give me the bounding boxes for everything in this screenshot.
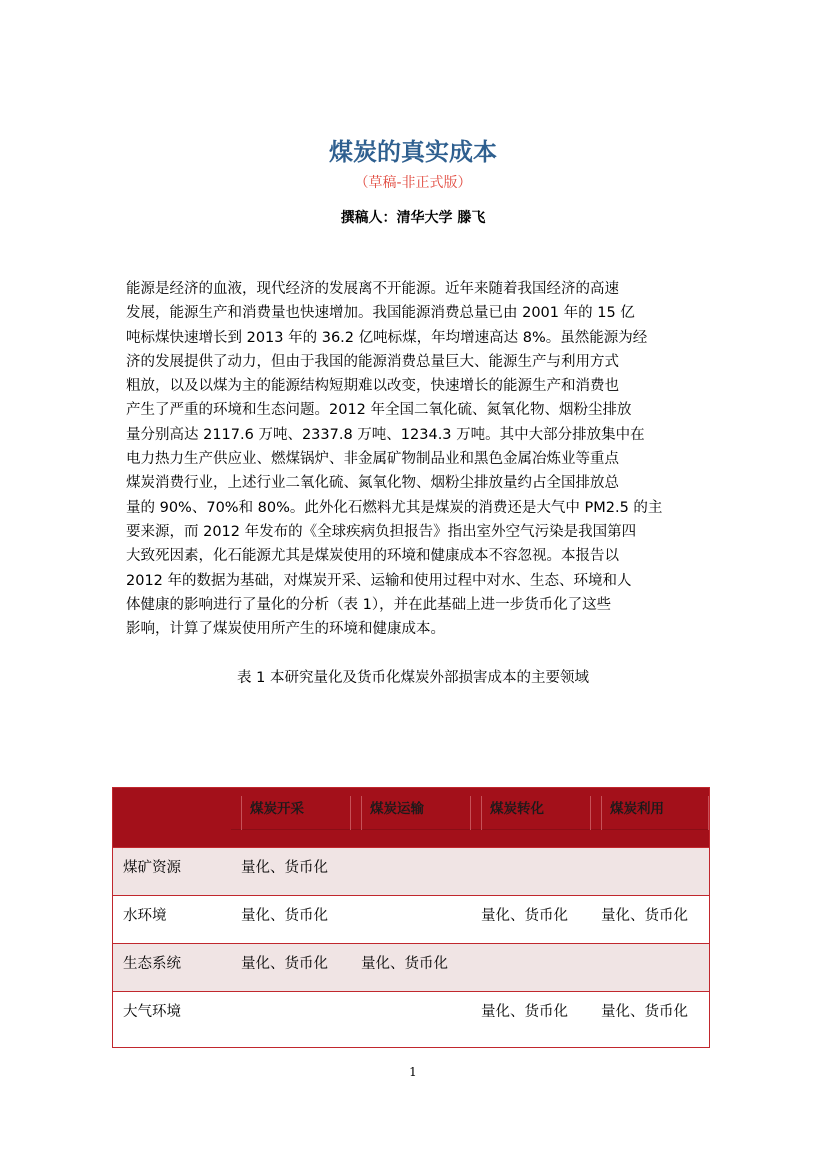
header-coal-utilization: 煤炭利用 [601,796,709,830]
header-coal-transport: 煤炭运输 [361,796,471,830]
paragraph-line: 煤炭消费行业，上述行业二氧化硫、氮氧化物、烟粉尘排放量约占全国排放总 [126,475,619,492]
paragraph-line: 影响，计算了煤炭使用所产生的环境和健康成本。 [126,621,445,638]
document-title: 煤炭的真实成本 [329,138,497,166]
paragraph-line: 2012 年的数据为基础，对煤炭开采、运输和使用过程中对水、生态、环境和人 [126,572,632,589]
body-paragraph [126,277,700,641]
paragraph-line: 粗放，以及以煤为主的能源结构短期难以改变，快速增长的能源生产和消费也 [126,378,619,395]
row-label: 水环境 [123,908,167,924]
document-subtitle: （草稿-非正式版） [354,175,472,191]
row-label: 煤矿资源 [123,860,181,876]
table-cell: 量化、货币化 [241,956,328,972]
table-header-row [113,788,709,847]
paragraph-line: 电力热力生产供应业、燃煤锅炉、非金属矿物制品业和黑色金属冶炼业等重点 [126,451,619,468]
paragraph-line: 体健康的影响进行了量化的分析（表 1），并在此基础上进一步货币化了这些 [126,596,612,613]
table-caption: 表 1 本研究量化及货币化煤炭外部损害成本的主要领域 [237,670,589,686]
paragraph-line: 产生了严重的环境和生态问题。2012 年全国二氧化硫、氮氧化物、烟粉尘排放 [126,402,632,419]
table-cell: 量化、货币化 [241,860,328,876]
page-number: 1 [409,1065,417,1079]
table-header-cell [471,796,591,830]
table-cell: 量化、货币化 [601,908,688,924]
table-row [113,847,709,895]
table-header-cell [231,796,351,830]
table-cell: 量化、货币化 [481,908,568,924]
table-cell: 量化、货币化 [361,956,448,972]
paragraph-line: 要来源，而 2012 年发布的《全球疾病负担报告》指出室外空气污染是我国第四 [126,523,637,540]
paragraph-line: 大致死因素，化石能源尤其是煤炭使用的环境和健康成本不容忽视。本报告以 [126,548,619,565]
paragraph-line: 发展，能源生产和消费量也快速增加。我国能源消费总量已由 2001 年的 15 亿 [126,305,635,322]
table-row [113,991,709,1047]
table-header-cell [591,796,709,830]
paragraph-line: 吨标煤快速增长到 2013 年的 36.2 亿吨标煤，年均增速高达 8%。虽然能源为经 [126,329,648,346]
row-label: 生态系统 [123,956,181,972]
table-cell: 量化、货币化 [601,1004,688,1020]
header-coal-mining: 煤炭开采 [241,796,351,830]
paragraph-line: 量分别高达 2117.6 万吨、2337.8 万吨、1234.3 万吨。其中大部分排放集中在 [126,426,645,443]
paragraph-line: 能源是经济的血液，现代经济的发展离不开能源。近年来随着我国经济的高速 [126,281,619,297]
table-cell: 量化、货币化 [481,1004,568,1020]
table-cell: 量化、货币化 [241,908,328,924]
header-coal-conversion: 煤炭转化 [481,796,591,830]
cost-domain-table [112,787,710,1048]
row-label: 大气环境 [123,1004,181,1020]
document-author: 撰稿人：清华大学 滕飞 [340,210,486,226]
table-header-cell [351,796,471,830]
paragraph-line: 济的发展提供了动力，但由于我国的能源消费总量巨大、能源生产与利用方式 [126,353,619,370]
table-row [113,943,709,991]
paragraph-line: 量的 90%、70%和 80%。此外化石燃料尤其是煤炭的消费还是大气中 PM2.5 的主 [126,499,663,516]
table-row [113,895,709,943]
